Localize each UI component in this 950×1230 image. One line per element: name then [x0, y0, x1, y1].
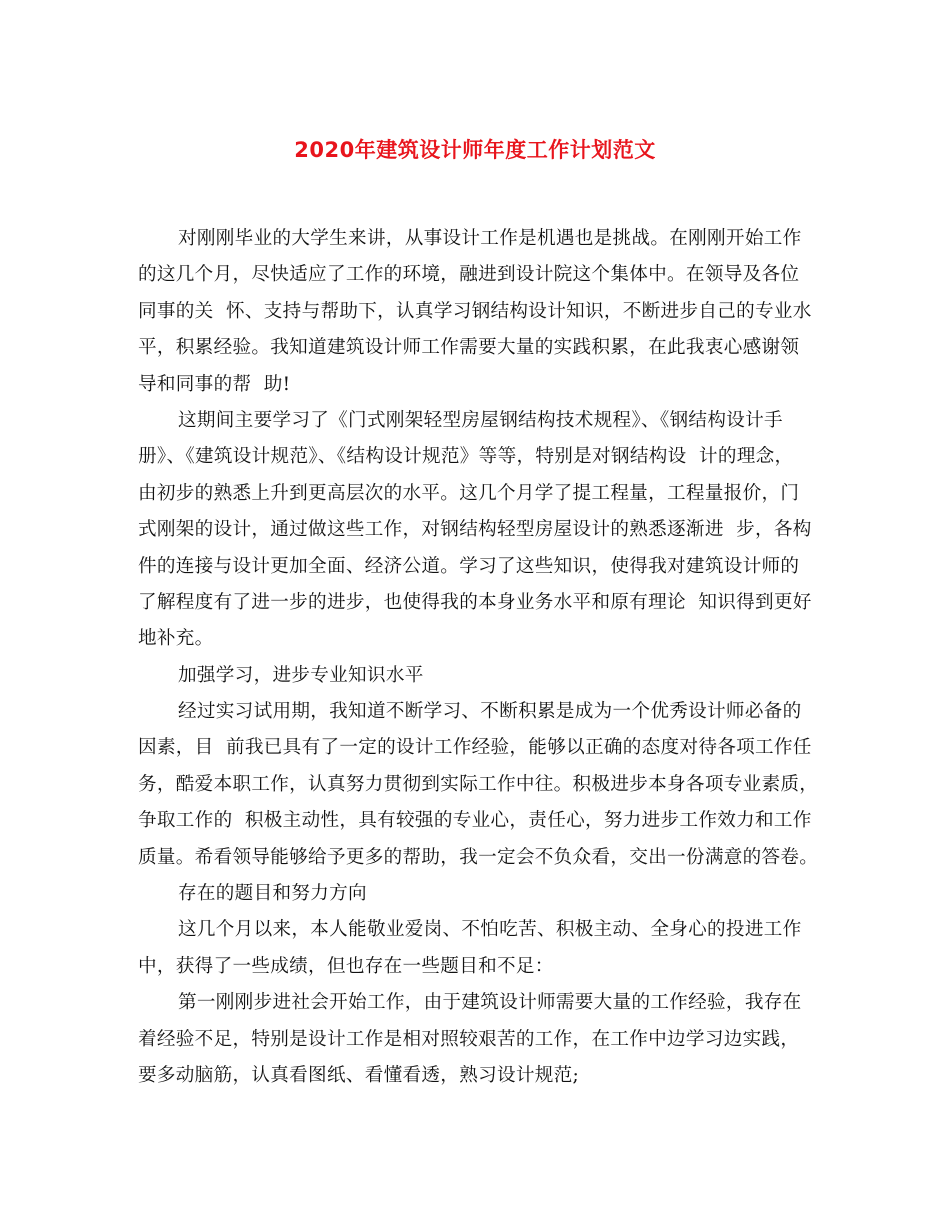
paragraph-3-line-2: 因素，目 前我已具有了一定的设计工作经验，能够以正确的态度对待各项工作任	[138, 737, 812, 759]
section-heading-learning: 加强学习，进步专业知识水平	[178, 664, 424, 686]
paragraph-1-line-1: 对刚刚毕业的大学生来讲，从事设计工作是机遇也是挑战。在刚刚开始工作	[178, 228, 802, 249]
document-body	[138, 221, 819, 1094]
section-heading-problems: 存在的题目和努力方向	[178, 883, 367, 905]
paragraph-5-line-3: 要多动脑筋，认真看图纸、看懂看透，熟习设计规范;	[138, 1064, 580, 1086]
paragraph-3-line-3: 务，酷爱本职工作，认真努力贯彻到实际工作中往。积极进步本身各项专业素质，	[138, 773, 819, 795]
paragraph-5-line-1: 第一刚刚步进社会开始工作，由于建筑设计师需要大量的工作经验，我存在	[178, 992, 802, 1014]
paragraph-2-line-4: 式刚架的设计，通过做这些工作，对钢结构轻型房屋设计的熟悉逐渐进 步，各构	[138, 519, 812, 541]
paragraph-3-line-1: 经过实习试用期，我知道不断学习、不断积累是成为一个优秀设计师必备的	[178, 701, 802, 723]
document-title: 2020年建筑设计师年度工作计划范文	[294, 138, 656, 162]
paragraph-1-line-5: 导和同事的帮 助!	[138, 373, 291, 395]
paragraph-1-line-3: 同事的关 怀、支持与帮助下，认真学习钢结构设计知识，不断进步自己的专业水	[138, 300, 812, 322]
paragraph-1-line-2: 的这几个月，尽快适应了工作的环境，融进到设计院这个集体中。在领导及各位	[138, 264, 800, 286]
paragraph-4-line-1: 这几个月以来，本人能敬业爱岗、不怕吃苦、积极主动、全身心的投进工作	[178, 919, 802, 941]
paragraph-2-line-1: 这期间主要学习了《门式刚架轻型房屋钢结构技术规程》、《钢结构设计手	[178, 409, 783, 431]
paragraph-2-line-5: 件的连接与设计更加全面、经济公道。学习了这些知识，使得我对建筑设计师的	[138, 555, 800, 577]
paragraph-3-line-4: 争取工作的 积极主动性，具有较强的专业心，责任心，努力进步工作效力和工作	[138, 810, 812, 832]
paragraph-2-line-6: 了解程度有了进一步的进步，也使得我的本身业务水平和原有理论 知识得到更好	[138, 591, 812, 613]
paragraph-1-line-4: 平，积累经验。我知道建筑设计师工作需要大量的实践积累，在此我衷心感谢领	[138, 337, 800, 359]
paragraph-4-line-2: 中，获得了一些成绩，但也存在一些题目和不足：	[138, 955, 554, 977]
paragraph-2-line-7: 地补充。	[138, 628, 214, 650]
paragraph-5-line-2: 着经验不足，特别是设计工作是相对照较艰苦的工作，在工作中边学习边实践，	[138, 1028, 800, 1050]
paragraph-2-line-2: 册》、《建筑设计规范》、《结构设计规范》等等，特别是对钢结构设 计的理念，	[138, 446, 794, 468]
paragraph-3-line-5: 质量。希看领导能够给予更多的帮助，我一定会不负众看，交出一份满意的答卷。	[138, 846, 819, 868]
paragraph-2-line-3: 由初步的熟悉上升到更高层次的水平。这几个月学了提工程量，工程量报价，门	[138, 482, 800, 504]
